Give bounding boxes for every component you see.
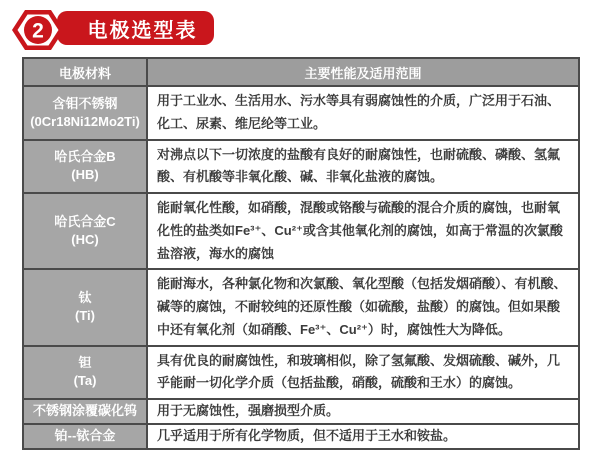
material-cell (23, 269, 147, 345)
material-name: 铂--铱合金 (54, 428, 116, 444)
material-cell (23, 140, 147, 194)
electrode-table (22, 57, 580, 450)
column-header-material: 电极材料 (23, 58, 147, 86)
description-cell: 用于工业水、生活用水、污水等具有弱腐蚀性的介质，广泛用于石油、化工、尿素、维尼纶等工业。 (147, 86, 579, 140)
description-cell: 能耐海水，各种氯化物和次氯酸、氧化型酸（包括发烟硝酸）、有机酸、碱等的腐蚀，不耐较纯的还原性酸（如硫酸，盐酸）的腐蚀。但如果酸中还有氧化剂（如硝酸、Fe³⁺、Cu²⁺）时，腐蚀性大为降低。 (147, 269, 579, 345)
badge-number: 2 (32, 19, 44, 43)
header-row (23, 58, 579, 86)
table-row (23, 399, 579, 424)
electrode-table-wrap (22, 57, 580, 450)
description-cell: 具有优良的耐腐蚀性，和玻璃相似，除了氢氟酸、发烟硫酸、碱外，几乎能耐一切化学介质（包括盐酸，硝酸，硫酸和王水）的腐蚀。 (147, 346, 579, 400)
description-cell: 对沸点以下一切浓度的盐酸有良好的耐腐蚀性，也耐硫酸、磷酸、氢氟酸、有机酸等非氧化酸、碱、非氧化盐液的腐蚀。 (147, 140, 579, 194)
material-code: (0Cr18Ni12Mo2Ti) (30, 113, 140, 129)
description-cell: 能耐氧化性酸，如硝酸，混酸或铬酸与硫酸的混合介质的腐蚀，也耐氧化性的盐类如Fe³⁺、Cu²⁺或含其他氧化剂的腐蚀，如高于常温的次氯酸盐溶液，海水的腐蚀 (147, 193, 579, 269)
material-cell (23, 193, 147, 269)
description-cell: 几乎适用于所有化学物质，但不适用于王水和铵盐。 (147, 424, 579, 449)
description-cell: 用于无腐蚀性，强磨损型介质。 (147, 399, 579, 424)
material-code: (Ti) (75, 308, 95, 324)
material-cell (23, 424, 147, 449)
table-row (23, 346, 579, 400)
material-name: 钛 (78, 290, 92, 306)
material-name: 钽 (78, 355, 92, 371)
material-cell (23, 399, 147, 424)
material-name: 哈氏合金C (54, 213, 116, 229)
table-row (23, 140, 579, 194)
material-code: (HC) (71, 232, 99, 248)
material-name: 不锈钢涂覆碳化钨 (32, 403, 137, 419)
section-title: 电极选型表 (87, 19, 198, 42)
table-row (23, 269, 579, 345)
table-row (23, 193, 579, 269)
material-code: (Ta) (73, 373, 97, 389)
material-name: 哈氏合金B (54, 149, 116, 165)
material-name: 含钼不锈钢 (52, 95, 118, 111)
table-row (23, 86, 579, 140)
table-row (23, 424, 579, 449)
material-cell (23, 86, 147, 140)
hexagon-badge (11, 7, 65, 53)
section-title-banner (57, 11, 214, 45)
column-header-performance: 主要性能及适用范围 (147, 58, 579, 86)
material-cell (23, 346, 147, 400)
material-code: (HB) (71, 167, 99, 183)
